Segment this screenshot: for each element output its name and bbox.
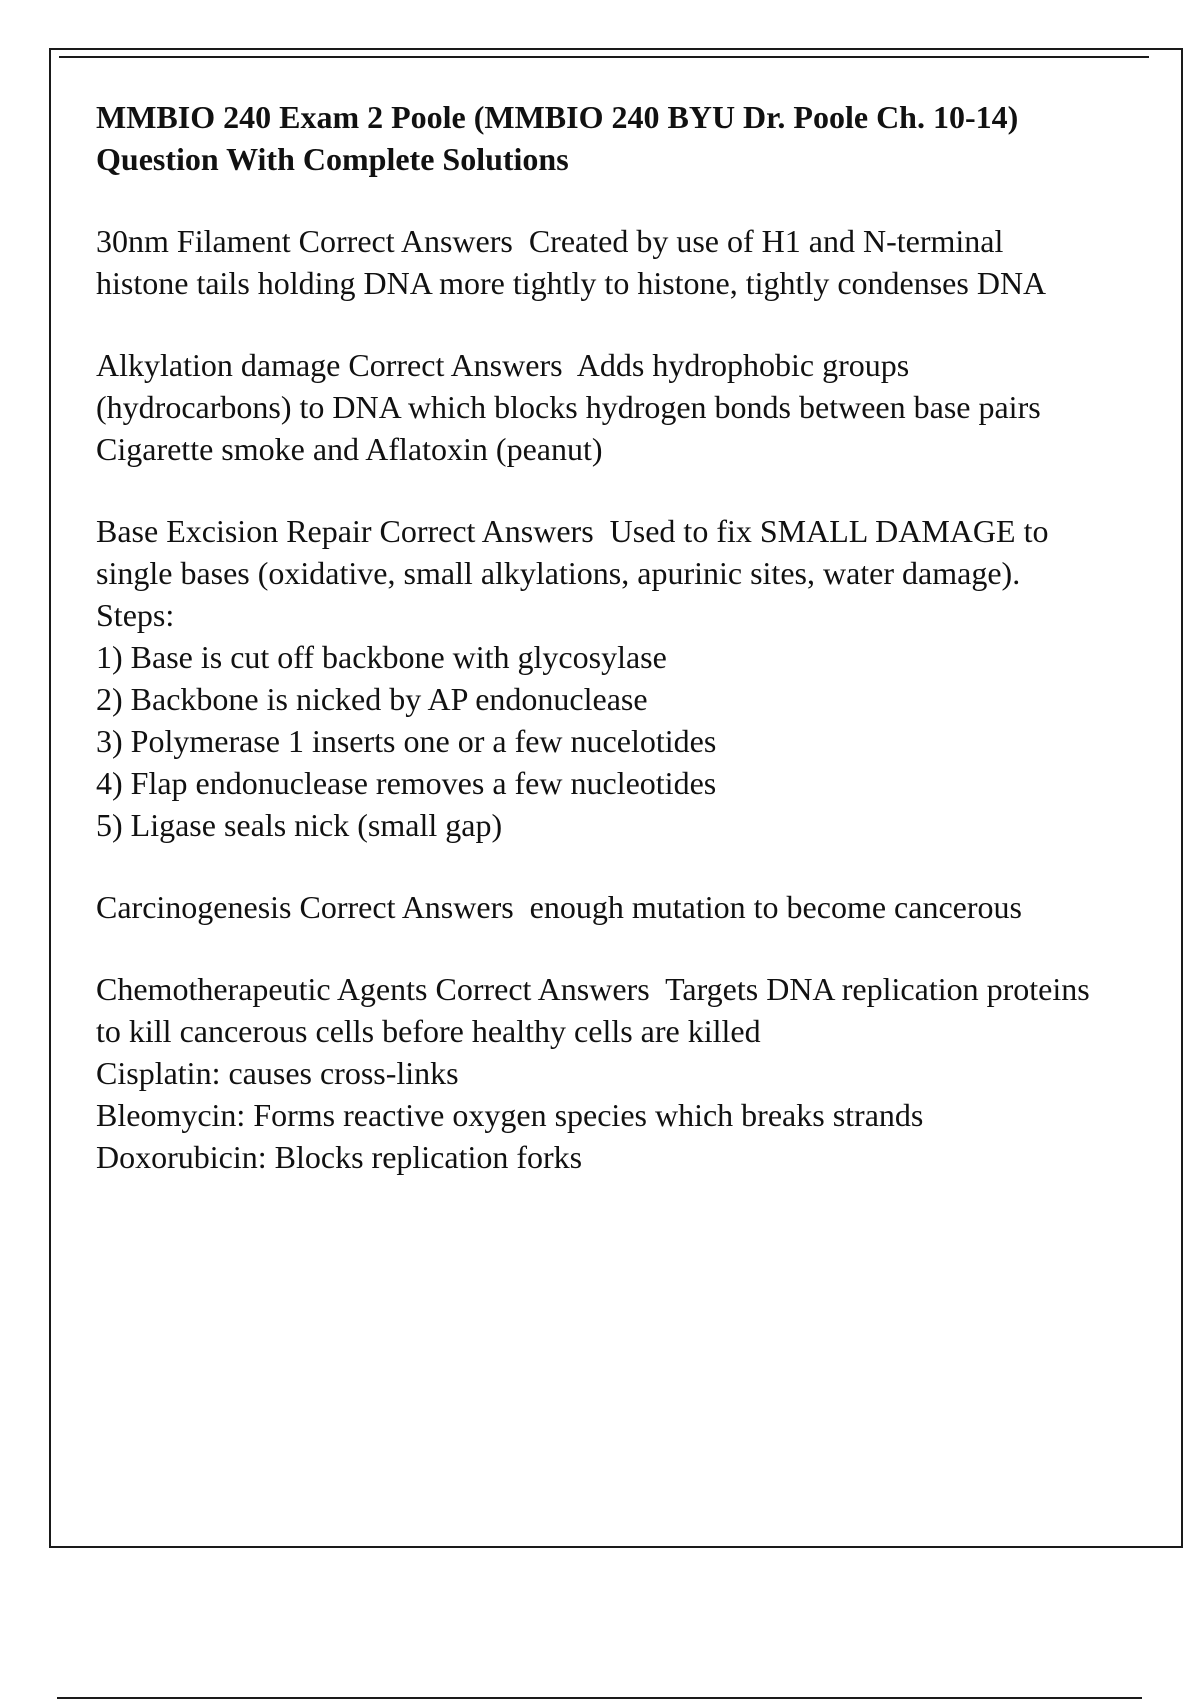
entry-answer: Created by use of H1 and N-terminal histone tails holding DNA more tightly to histone, tightly condenses DNA [96, 223, 1047, 301]
entry-extra-line: Doxorubicin: Blocks replication forks [96, 1139, 583, 1175]
entry-marker: Correct Answers [435, 971, 650, 1007]
entry-term: Alkylation damage [96, 347, 341, 383]
entry-extra-line: 3) Polymerase 1 inserts one or a few nucelotides [96, 723, 717, 759]
entry-extra-line: 1) Base is cut off backbone with glycosylase [96, 639, 667, 675]
qa-entry [96, 344, 1096, 470]
top-rule [59, 56, 1149, 58]
entry-answer: Targets DNA replication proteins to kill cancerous cells before healthy cells are killed [96, 971, 1090, 1049]
qa-entry [96, 510, 1096, 846]
qa-entry [96, 968, 1096, 1178]
entry-marker: Correct Answers [348, 347, 563, 383]
document-content [96, 96, 1096, 1218]
entry-extra-line: 2) Backbone is nicked by AP endonuclease [96, 681, 648, 717]
entry-term: Carcinogenesis [96, 889, 292, 925]
entry-answer: Used to fix SMALL DAMAGE to single bases (oxidative, small alkylations, apurinic sites, water damage). Steps: [96, 513, 1049, 633]
qa-entry [96, 220, 1096, 304]
qa-entry [96, 886, 1096, 928]
entry-term: Base Excision Repair [96, 513, 372, 549]
footer-rule [57, 1697, 1142, 1699]
entry-answer: Adds hydrophobic groups (hydrocarbons) to DNA which blocks hydrogen bonds between base pairs [96, 347, 1041, 425]
entry-extra-line: 5) Ligase seals nick (small gap) [96, 807, 503, 843]
entry-extra-line: 4) Flap endonuclease removes a few nucleotides [96, 765, 717, 801]
entry-marker: Correct Answers [299, 889, 514, 925]
document-title: MMBIO 240 Exam 2 Poole (MMBIO 240 BYU Dr. Poole Ch. 10-14) Question With Complete Solutions [96, 99, 1019, 177]
entry-extra-line: Bleomycin: Forms reactive oxygen species which breaks strands [96, 1097, 924, 1133]
entry-answer: enough mutation to become cancerous [529, 889, 1022, 925]
entry-marker: Correct Answers [379, 513, 594, 549]
entry-extra-line: Cigarette smoke and Aflatoxin (peanut) [96, 431, 603, 467]
entry-extra-line: Cisplatin: causes cross-links [96, 1055, 459, 1091]
entry-term: Chemotherapeutic Agents [96, 971, 428, 1007]
entry-marker: Correct Answers [298, 223, 513, 259]
entry-term: 30nm Filament [96, 223, 291, 259]
